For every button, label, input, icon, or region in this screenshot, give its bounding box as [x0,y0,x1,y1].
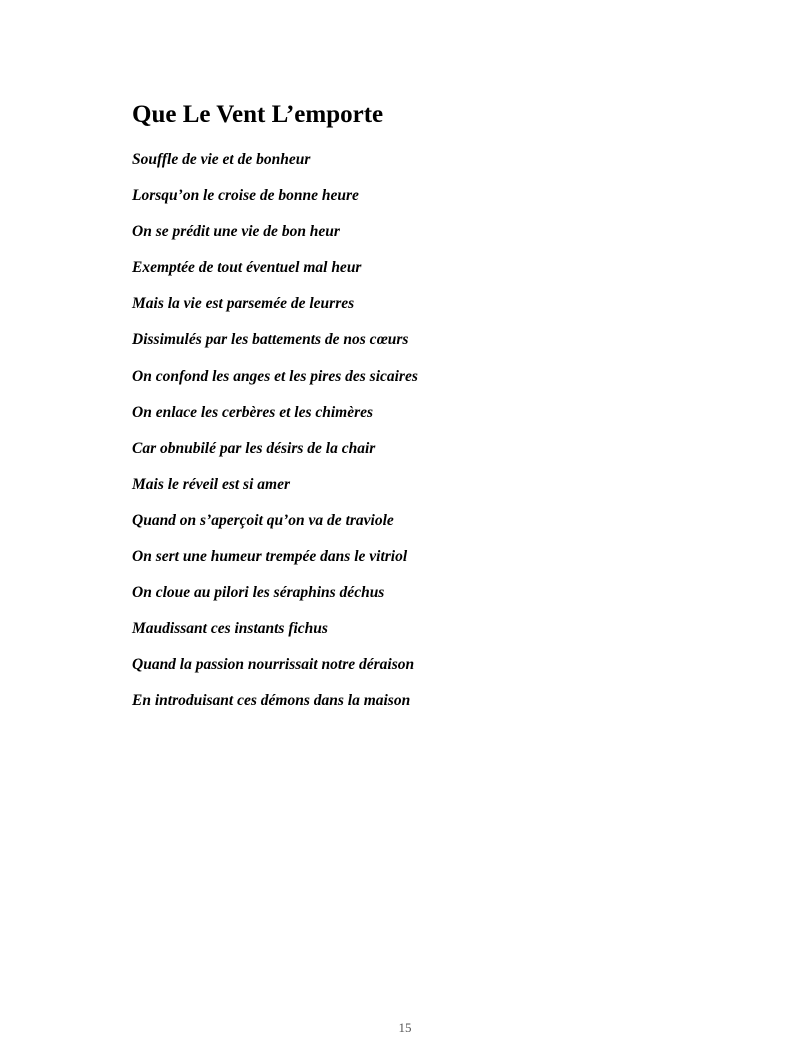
poem-verse: Maudissant ces instants fichus [132,620,328,638]
poem-verse: Mais la vie est parsemée de leurres [132,295,355,313]
page-number: 15 [398,1020,412,1035]
poem-verse: En introduisant ces démons dans la maison [132,692,411,710]
poem-verse: Dissimulés par les battements de nos cœurs [132,331,409,349]
poem-verse: Quand on s’aperçoit qu’on va de traviole [132,511,394,529]
poem-verse: Lorsqu’on le croise de bonne heure [132,187,359,205]
poem-verse: Exemptée de tout éventuel mal heur [132,259,362,277]
poem-verse: On se prédit une vie de bon heur [132,223,340,241]
poem-verse: On enlace les cerbères et les chimères [132,403,374,421]
poem-verse: Quand la passion nourrissait notre déraison [132,656,415,674]
poem-verse: Mais le réveil est si amer [132,475,290,493]
poem-verse: On confond les anges et les pires des sicaires [132,367,418,385]
poem-verses [132,150,418,728]
poem-verse: Souffle de vie et de bonheur [132,151,311,168]
poem-verse: Car obnubilé par les désirs de la chair [132,439,376,457]
poem-title: Que Le Vent L’emporte [132,101,384,128]
poem-verse: On sert une humeur trempée dans le vitriol [132,548,408,566]
poem-verse: On cloue au pilori les séraphins déchus [132,584,385,602]
